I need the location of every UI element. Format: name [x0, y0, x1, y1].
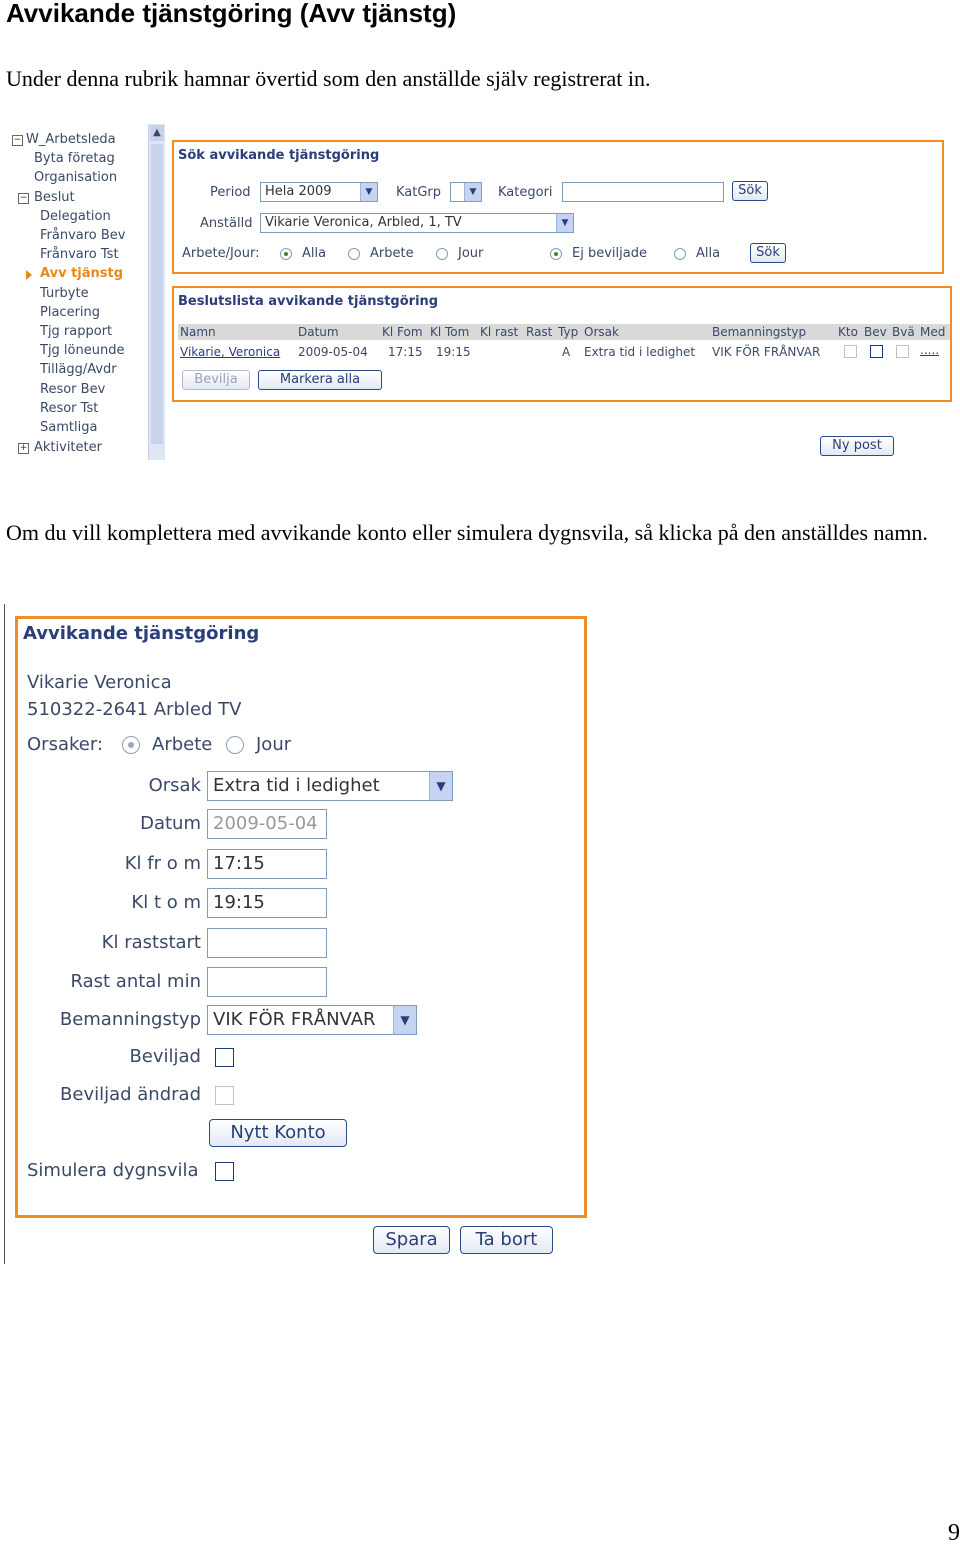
- search-button-2[interactable]: Sök: [750, 243, 786, 263]
- period-label: Period: [210, 185, 251, 200]
- search-screenshot: [6, 122, 956, 462]
- search-panel: [172, 140, 944, 274]
- chevron-down-icon: ▼: [393, 1006, 416, 1034]
- cell-orsak: Extra tid i ledighet: [584, 345, 696, 359]
- employee-name: Vikarie Veronica: [27, 672, 172, 693]
- tree-root[interactable]: W_Arbetsleda: [26, 132, 116, 147]
- checkbox-bva[interactable]: [896, 345, 909, 358]
- col-kl-tom[interactable]: Kl Tom: [430, 325, 470, 339]
- kl-from-input[interactable]: 17:15: [207, 849, 327, 879]
- col-bva[interactable]: Bvä: [892, 325, 915, 339]
- chevron-down-icon: ▼: [464, 183, 481, 201]
- kl-from-label: Kl fr o m: [124, 853, 201, 874]
- radio-jour-label: Jour: [458, 246, 484, 261]
- kategori-input[interactable]: [562, 182, 724, 202]
- decision-list-panel: [172, 286, 952, 402]
- radio-jour[interactable]: [226, 736, 244, 754]
- ny-post-button[interactable]: Ny post: [820, 436, 894, 456]
- detail-title: Avvikande tjänstgöring: [23, 623, 260, 644]
- cell-datum: 2009-05-04: [298, 345, 368, 359]
- chevron-down-icon: ▼: [429, 772, 452, 800]
- chevron-down-icon: ▼: [556, 214, 573, 232]
- beviljad-andrad-label: Beviljad ändrad: [60, 1084, 201, 1105]
- tree-item-avv-tjanstg[interactable]: Avv tjänstg: [40, 266, 124, 281]
- ta-bort-button[interactable]: Ta bort: [460, 1226, 553, 1254]
- tree-item-turbyte[interactable]: Turbyte: [40, 286, 89, 301]
- anstalld-select[interactable]: Vikarie Veronica, Arbled, 1, TV ▼: [260, 213, 574, 233]
- datum-field: 2009-05-04: [207, 809, 327, 839]
- col-typ[interactable]: Typ: [558, 325, 579, 339]
- radio-alla-label: Alla: [302, 246, 327, 261]
- rast-label: Rast antal min: [70, 971, 201, 992]
- tree-item-aktiviteter[interactable]: Aktiviteter: [34, 440, 102, 455]
- tree-item-franvaro-tst[interactable]: Frånvaro Tst: [40, 247, 119, 262]
- checkbox-bev[interactable]: [870, 345, 883, 358]
- markera-alla-button[interactable]: Markera alla: [258, 370, 382, 390]
- detail-panel: [15, 616, 587, 1218]
- kl-tom-label: Kl t o m: [131, 892, 201, 913]
- radio-ej-beviljade[interactable]: [550, 248, 562, 260]
- radio-alla-status[interactable]: [674, 248, 686, 260]
- checkbox-kto[interactable]: [844, 345, 857, 358]
- collapse-icon[interactable]: −: [13, 135, 22, 145]
- document-heading: Avvikande tjänstgöring (Avv tjänstg): [6, 0, 457, 28]
- col-med[interactable]: Med: [920, 325, 946, 339]
- datum-label: Datum: [140, 813, 201, 834]
- orsak-label: Orsak: [148, 775, 201, 796]
- tree-item-tjg-loneunde[interactable]: Tjg löneunde: [40, 343, 125, 358]
- scrollbar-thumb[interactable]: [151, 144, 163, 444]
- tree-item-byta-foretag[interactable]: Byta företag: [34, 151, 115, 166]
- col-orsak[interactable]: Orsak: [584, 325, 619, 339]
- search-button[interactable]: Sök: [732, 181, 768, 201]
- katgrp-label: KatGrp: [396, 185, 442, 200]
- cell-bemanningstyp: VIK FÖR FRÅNVAR: [712, 345, 821, 359]
- cell-kl-tom: 19:15: [436, 345, 471, 359]
- rast-input[interactable]: [207, 967, 327, 997]
- bemanningstyp-select[interactable]: VIK FÖR FRÅNVAR ▼: [207, 1005, 417, 1035]
- table-header: [178, 324, 950, 340]
- raststart-input[interactable]: [207, 928, 327, 958]
- radio-alla[interactable]: [280, 248, 292, 260]
- beviljad-checkbox[interactable]: [215, 1048, 234, 1067]
- anstalld-label: Anställd: [200, 216, 253, 231]
- raststart-label: Kl raststart: [101, 932, 201, 953]
- col-rast[interactable]: Rast: [526, 325, 553, 339]
- kl-tom-input[interactable]: 19:15: [207, 888, 327, 918]
- col-kto[interactable]: Kto: [838, 325, 858, 339]
- radio-jour-label: Jour: [256, 734, 292, 755]
- tree-item-organisation[interactable]: Organisation: [34, 170, 118, 185]
- radio-arbete[interactable]: [122, 736, 140, 754]
- katgrp-select[interactable]: [450, 182, 482, 202]
- scroll-up-icon[interactable]: ▲: [150, 125, 164, 141]
- tree-item-samtliga[interactable]: Samtliga: [40, 420, 98, 435]
- detail-screenshot: [4, 604, 585, 1264]
- tree-item-delegation[interactable]: Delegation: [40, 209, 111, 224]
- col-bemanningstyp[interactable]: Bemanningstyp: [712, 325, 807, 339]
- orsak-select[interactable]: Extra tid i ledighet ▼: [207, 771, 453, 801]
- cell-typ: A: [562, 345, 571, 359]
- bevilja-button[interactable]: Bevilja: [182, 370, 250, 390]
- collapse-icon[interactable]: −: [19, 193, 28, 203]
- beviljad-andrad-checkbox: [215, 1086, 234, 1105]
- orsaker-label: Orsaker:: [27, 734, 103, 755]
- intro-paragraph: Under denna rubrik hamnar övertid som den anställde själv registrerat in.: [6, 66, 651, 91]
- beviljad-label: Beviljad: [129, 1046, 201, 1067]
- employee-name-link[interactable]: Vikarie, Veronica: [180, 345, 281, 359]
- expand-icon[interactable]: +: [19, 443, 28, 453]
- bemanningstyp-label: Bemanningstyp: [59, 1009, 201, 1030]
- simulera-label: Simulera dygnsvila: [27, 1160, 199, 1181]
- tree-item-placering[interactable]: Placering: [40, 305, 101, 320]
- radio-jour[interactable]: [436, 248, 448, 260]
- selected-arrow-icon: [26, 270, 32, 280]
- tree-item-tillagg-avdr[interactable]: Tillägg/Avdr: [40, 362, 117, 377]
- col-kl-fom[interactable]: Kl Fom: [382, 325, 423, 339]
- page-number: 9: [948, 1520, 960, 1546]
- radio-arbete[interactable]: [348, 248, 360, 260]
- employee-id-line: 510322-2641 Arbled TV: [27, 699, 242, 720]
- instruction-paragraph: Om du vill komplettera med avvikande konto eller simulera dygnsvila, så klicka på den anställdes namn.: [6, 520, 928, 545]
- col-kl-rast[interactable]: Kl rast: [480, 325, 519, 339]
- chevron-down-icon: ▼: [360, 183, 377, 201]
- arbete-jour-label: Arbete/Jour:: [182, 246, 260, 261]
- col-datum[interactable]: Datum: [298, 325, 339, 339]
- search-panel-title: Sök avvikande tjänstgöring: [178, 148, 380, 163]
- radio-alla-status-label: Alla: [696, 246, 721, 261]
- tree-item-resor-bev[interactable]: Resor Bev: [40, 382, 106, 397]
- kategori-label: Kategori: [498, 185, 553, 200]
- col-namn[interactable]: Namn: [180, 325, 216, 339]
- nytt-konto-button[interactable]: Nytt Konto: [209, 1119, 347, 1147]
- period-select[interactable]: Hela 2009 ▼: [260, 182, 378, 202]
- cell-kl-fom: 17:15: [388, 345, 423, 359]
- tree-item-tjg-rapport[interactable]: Tjg rapport: [40, 324, 113, 339]
- col-bev[interactable]: Bev: [864, 325, 887, 339]
- tree-item-franvaro-bev[interactable]: Frånvaro Bev: [40, 228, 126, 243]
- cell-med-link[interactable]: .....: [920, 343, 940, 357]
- radio-arbete-label: Arbete: [370, 246, 414, 261]
- decision-list-title: Beslutslista avvikande tjänstgöring: [178, 294, 439, 309]
- spara-button[interactable]: Spara: [373, 1226, 450, 1254]
- nav-scrollbar[interactable]: [148, 124, 165, 460]
- tree-item-resor-tst[interactable]: Resor Tst: [40, 401, 99, 416]
- radio-ej-beviljade-label: Ej beviljade: [572, 246, 647, 261]
- tree-item-beslut[interactable]: Beslut: [34, 190, 75, 205]
- radio-arbete-label: Arbete: [152, 734, 213, 755]
- simulera-checkbox[interactable]: [215, 1162, 234, 1181]
